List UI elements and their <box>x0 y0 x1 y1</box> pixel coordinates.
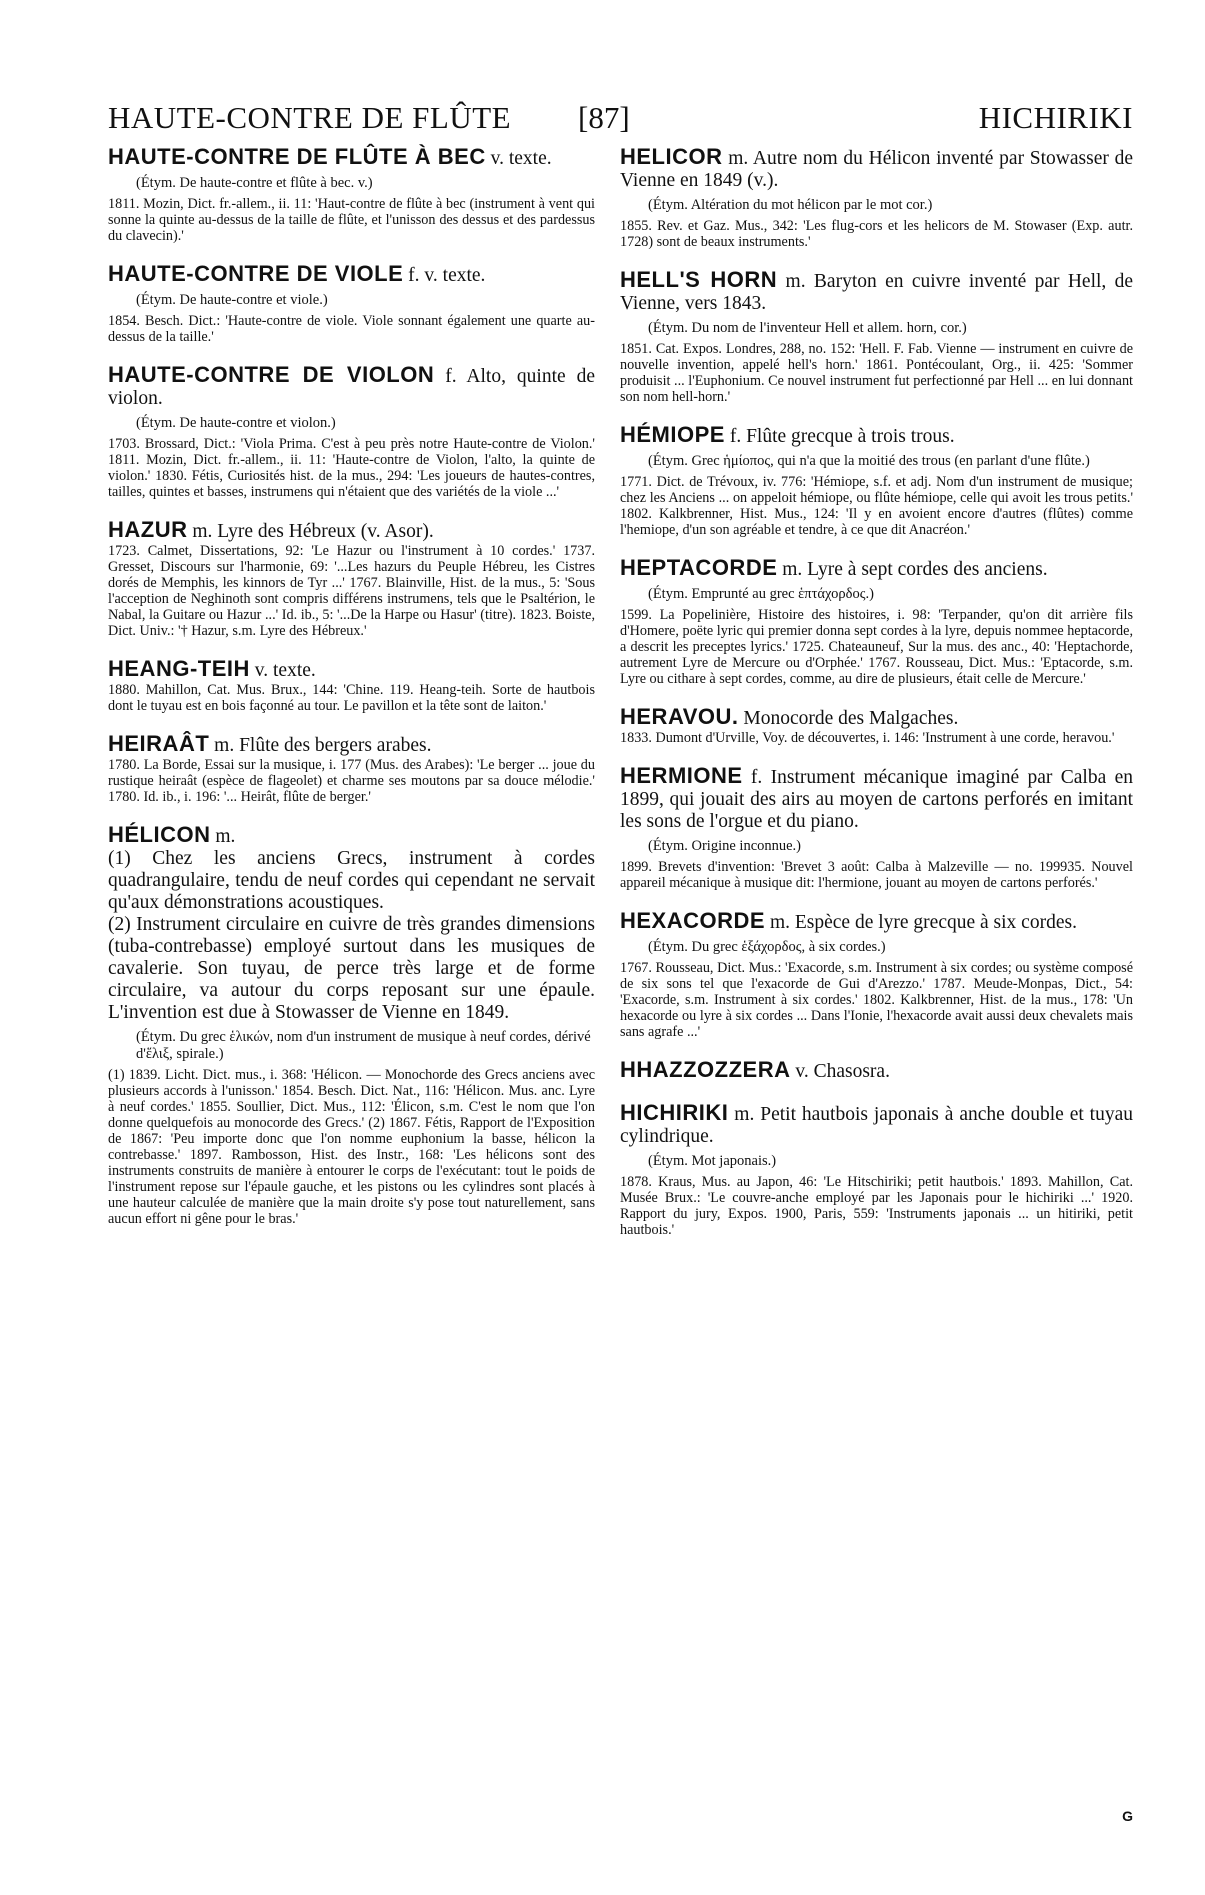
entry-definition: m. Lyre à sept cordes des anciens. <box>782 559 1048 580</box>
etymology: (Étym. Grec ἡμίοπος, qui n'a que la moitié des trous (en parlant d'une flûte.) <box>648 453 1090 469</box>
dictionary-entry <box>108 733 595 805</box>
citations: 1878. Kraus, Mus. au Japon, 46: 'Le Hitschiriki; petit hautbois.' 1893. Mahillon, Cat. Musée Brux.: 'Le couvre-anche employé par les Japonais pour le hichiriki ...' 1920. Rapport du jury, Expos. 1900, Paris, 559: 'Instruments japonais ... un hitiriki, petit hautbois.' <box>620 1174 1133 1238</box>
dictionary-entry <box>620 424 1133 538</box>
citations: 1599. La Popelinière, Histoire des histoires, i. 98: 'Terpander, qu'on dit arrière fils d'Homere, poëte lyric qui premier donna sept cordes à la lyre, depuis nommee heptacorde, a descrit les preceptes lyrics.' 1725. Chateauneuf, Sur la mus. des anc., 40: 'Heptachorde, autrement Lyre de Mercure ou d'Orphée.' 1767. Rousseau, Dict. Mus.: 'Eptacorde, s.m. Lyre ou cithare à sept cordes, comme, au dire de plusieurs, était celle de Mercure.' <box>620 607 1133 687</box>
entry-headword: HAUTE-CONTRE DE VIOLE <box>108 261 404 286</box>
entry-headword: HERAVOU. <box>620 704 739 729</box>
entry-definition: f. Flûte grecque à trois trous. <box>729 426 955 447</box>
signature-mark: G <box>1122 1808 1133 1824</box>
entry-definition: m. Autre nom du Hélicon inventé par Stowasser de Vienne en 1849 (v.). <box>620 148 1133 191</box>
entry-headword: HEANG-TEIH <box>108 656 250 681</box>
entry-definition: m. Espèce de lyre grecque à six cordes. <box>769 912 1077 933</box>
entry-definition: m. Petit hautbois japonais à anche double et tuyau cylindrique. <box>620 1104 1133 1147</box>
dictionary-entry <box>620 910 1133 1040</box>
entry-definition: Monocorde des Malgaches. <box>743 708 959 729</box>
entry-headword: HEIRAÂT <box>108 731 210 756</box>
entry-head-line <box>108 658 595 682</box>
dictionary-entry <box>108 658 595 714</box>
etymology: (Étym. Mot japonais.) <box>648 1153 777 1169</box>
dictionary-entry <box>620 557 1133 687</box>
etymology: (Étym. Altération du mot hélicon par le mot cor.) <box>648 197 933 213</box>
entry-headword: HEPTACORDE <box>620 555 778 580</box>
entry-head-line <box>108 263 595 287</box>
left-column <box>108 146 595 1246</box>
entry-headword: HICHIRIKI <box>620 1100 729 1125</box>
entry-definition: m. <box>215 826 236 847</box>
entry-head-line <box>620 910 1133 934</box>
citations: 1855. Rev. et Gaz. Mus., 342: 'Les flug-cors et les helicors de M. Stowaser (Exp. autr. 1728) sont de beaux instruments.' <box>620 218 1133 250</box>
entry-head-line <box>620 424 1133 448</box>
entry-head-line <box>620 765 1133 833</box>
page-header <box>108 100 1133 144</box>
running-head-left: HAUTE-CONTRE DE FLÛTE <box>108 100 512 135</box>
entry-head-line <box>108 146 595 170</box>
entry-head-line <box>620 1059 1133 1083</box>
entry-definition: f. Alto, quinte de violon. <box>108 366 596 409</box>
dictionary-entry <box>108 364 595 500</box>
right-column <box>620 146 1133 1257</box>
dictionary-entry <box>620 146 1133 250</box>
etymology: (Étym. De haute-contre et violon.) <box>136 415 336 431</box>
entry-headword: HAZUR <box>108 517 188 542</box>
entry-definition: f. v. texte. <box>408 265 486 286</box>
citations: 1767. Rousseau, Dict. Mus.: 'Exacorde, s.m. Instrument à six cordes; ou système composé de six sons tel que l'exacorde de Gui d'Arezzo.' 1787. Meude-Monpas, Dict., 54: 'Exacorde, s.m. Instrument à six cordes.' 1802. Kalkbrenner, Hist. de la mus., 178: 'Un hexacorde ou lyre à six cordes ... Dans l'Ionie, l'hexacorde avait aussi deux chevalets mais sans agrafe ...' <box>620 960 1133 1040</box>
etymology: (Étym. De haute-contre et flûte à bec. v.) <box>136 175 373 191</box>
etymology: (Étym. Origine inconnue.) <box>648 838 802 854</box>
entry-definition: f. Instrument mécanique imaginé par Calba en 1899, qui jouait des airs au moyen de cartons perforés en imitant les sons de l'orgue et du piano. <box>620 767 1133 832</box>
sense-paragraph: (1) Chez les anciens Grecs, instrument à cordes quadrangulaire, tendu de neuf cordes qui cependant ne servait qu'aux démonstrations acoustiques. <box>108 848 595 913</box>
dictionary-entry <box>108 824 595 1227</box>
entry-definition: m. Baryton en cuivre inventé par Hell, de Vienne, vers 1843. <box>620 271 1134 314</box>
citations: 1899. Brevets d'invention: 'Brevet 3 août: Calba à Malzeville — no. 199935. Nouvel appareil mécanique à musique dit: l'hermione, jouant au moyen de cartons perforés.' <box>620 859 1133 891</box>
entry-head-line <box>108 364 595 410</box>
entry-headword: HAUTE-CONTRE DE VIOLON <box>108 362 435 387</box>
etymology: (Étym. Du nom de l'inventeur Hell et allem. horn, cor.) <box>648 320 967 336</box>
entry-head-line <box>620 269 1133 315</box>
entry-headword: HÉMIOPE <box>620 422 725 447</box>
etymology: (Étym. Du grec ἑλικών, nom d'un instrument de musique à neuf cordes, dérivé d'ἕλιξ, spirale.) <box>136 1029 591 1062</box>
dictionary-entry <box>620 269 1133 405</box>
dictionary-entry <box>620 1102 1133 1238</box>
dictionary-entry <box>620 765 1133 891</box>
entry-head-line <box>620 557 1133 581</box>
citations: 1854. Besch. Dict.: 'Haute-contre de viole. Viole sonnant également une quarte au-dessus de la taille.' <box>108 313 595 345</box>
citations: 1723. Calmet, Dissertations, 92: 'Le Hazur ou l'instrument à 10 cordes.' 1737. Gresset, Discours sur l'harmonie, 69: '...Les hazurs du Peuple Hébreu, les Cistres dorés de Memphis, les kinnors de Tyr ...' 1767. Blainville, Hist. de la mus., 5: 'Sous l'acception de Neghinoth sont compris différens instrumens, tels que le Psaltérion, le Nabal, la Guitare ou Hazur ...' Id. ib., 5: '...De la Harpe ou Hasur' (titre). 1823. Boiste, Dict. Univ.: '† Hazur, s.m. Lyre des Hébreux.' <box>108 543 595 639</box>
dictionary-entry <box>620 1059 1133 1083</box>
citations: 1811. Mozin, Dict. fr.-allem., ii. 11: 'Haut-contre de flûte à bec (instrument à vent qui sonne la quinte au-dessus de la taille de flûte, et l'unisson des dessus et des pardessus du clavecin).' <box>108 196 595 244</box>
citations: 1880. Mahillon, Cat. Mus. Brux., 144: 'Chine. 119. Heang-teih. Sorte de hautbois dont le tuyau est en bois façonné au tour. Le pavillon et la tête sont de laiton.' <box>108 682 595 714</box>
etymology: (Étym. Emprunté au grec ἑπτάχορδος.) <box>648 586 874 602</box>
entry-headword: HELICOR <box>620 144 723 169</box>
entry-head-line <box>108 824 595 848</box>
citations: 1771. Dict. de Trévoux, iv. 776: 'Hémiope, s.f. et adj. Nom d'un instrument de musique; chez les Anciens ... on appeloit hémiope, ou flûte hémiope, celle qui avoit les trous petits.' 1802. Kalkbrenner, Hist. Mus., 124: 'Il y en avoient encore d'autres (flûtes) comme l'hemiope, d'un son agréable et tendre, à ce que dit Anacréon.' <box>620 474 1133 538</box>
running-head-right: HICHIRIKI <box>978 100 1133 135</box>
citations: (1) 1839. Licht. Dict. mus., i. 368: 'Hélicon. — Monochorde des Grecs anciens avec plusieurs accords à l'unisson.' 1854. Besch. Dict. Nat., 116: 'Hélicon. Mus. anc. Lyre à neuf cordes.' 1855. Soullier, Dict. Mus., 112: 'Élicon, s.m. C'est le nom que l'on donne quelquefois au monocorde des Grecs.' (2) 1867. Fétis, Rapport de l'Exposition de 1867: 'Peu importe donc que l'on nomme euphonium la basse, hélicon la contrebasse.' 1897. Rambosson, Hist. des Instr., 168: 'Les hélicons sont des instruments construits de manière à entourer le corps de l'exécutant: tout le poids de l'instrument repose sur l'épaule gauche, et les pistons ou les cylindres sont placés à une hauteur calculée de manière que la main droite s'y pose tout naturellement, sans aucun effort ni gêne pour le bras.' <box>108 1067 595 1227</box>
entry-definition: v. texte. <box>254 660 316 681</box>
entry-head-line <box>620 146 1133 192</box>
entry-headword: HHAZZOZZERA <box>620 1057 791 1082</box>
entry-head-line <box>108 733 595 757</box>
entry-definition: v. Chasosra. <box>795 1061 890 1082</box>
citations: 1780. La Borde, Essai sur la musique, i. 177 (Mus. des Arabes): 'Le berger ... joue du rustique heiraât (espèce de flageolet) et charme ses moutons par sa douce mélodie.' 1780. Id. ib., i. 196: '... Heirât, flûte de berger.' <box>108 757 595 805</box>
page-number: [87] <box>578 100 630 135</box>
citations: 1833. Dumont d'Urville, Voy. de découvertes, i. 146: 'Instrument à une corde, heravou.' <box>620 730 1115 746</box>
dictionary-entry <box>108 146 595 244</box>
entry-definition: v. texte. <box>490 148 552 169</box>
entry-head-line <box>620 1102 1133 1148</box>
entry-definition: m. Flûte des bergers arabes. <box>214 735 432 756</box>
sense-paragraph: (2) Instrument circulaire en cuivre de très grandes dimensions (tuba-contrebasse) employé surtout dans les musiques de cavalerie. Son tuyau, de perce très large et de forme circulaire, va autour du corps reposant sur une épaule. L'invention est due à Stowasser de Vienne en 1849. <box>108 914 595 1023</box>
entry-head-line <box>108 519 595 543</box>
entry-headword: HELL'S HORN <box>620 267 778 292</box>
dictionary-entry <box>108 263 595 345</box>
etymology: (Étym. Du grec ἑξάχορδος, à six cordes.) <box>648 939 886 955</box>
citations: 1851. Cat. Expos. Londres, 288, no. 152: 'Hell. F. Fab. Vienne — instrument en cuivre de nouvelle invention, appelé hell's horn.' 1861. Pontécoulant, Org., ii. 425: 'Sommer produisit ... l'Euphonium. Ce nouvel instrument fut perfectionné par Hell ... en lui donnant son nom hell-horn.' <box>620 341 1133 405</box>
entry-headword: HEXACORDE <box>620 908 766 933</box>
entry-head-line <box>620 706 1133 730</box>
etymology: (Étym. De haute-contre et viole.) <box>136 292 328 308</box>
dictionary-entry <box>620 706 1133 746</box>
entry-headword: HAUTE-CONTRE DE FLÛTE À BEC <box>108 144 486 169</box>
entry-headword: HERMIONE <box>620 763 743 788</box>
dictionary-entry <box>108 519 595 639</box>
entry-definition: m. Lyre des Hébreux (v. Asor). <box>192 521 434 542</box>
entry-headword: HÉLICON <box>108 822 211 847</box>
citations: 1703. Brossard, Dict.: 'Viola Prima. C'est à peu près notre Haute-contre de Violon.' 1811. Mozin, Dict. fr.-allem., ii. 11: 'Haute-contre de Violon, l'alto, la quinte de violon.' 1830. Fétis, Curiosités hist. de la mus., 294: 'Les joueurs de hautes-contres, tailles, quintes et basses, instrumens qui n'étaient que des variétés de la viole ...' <box>108 436 595 500</box>
